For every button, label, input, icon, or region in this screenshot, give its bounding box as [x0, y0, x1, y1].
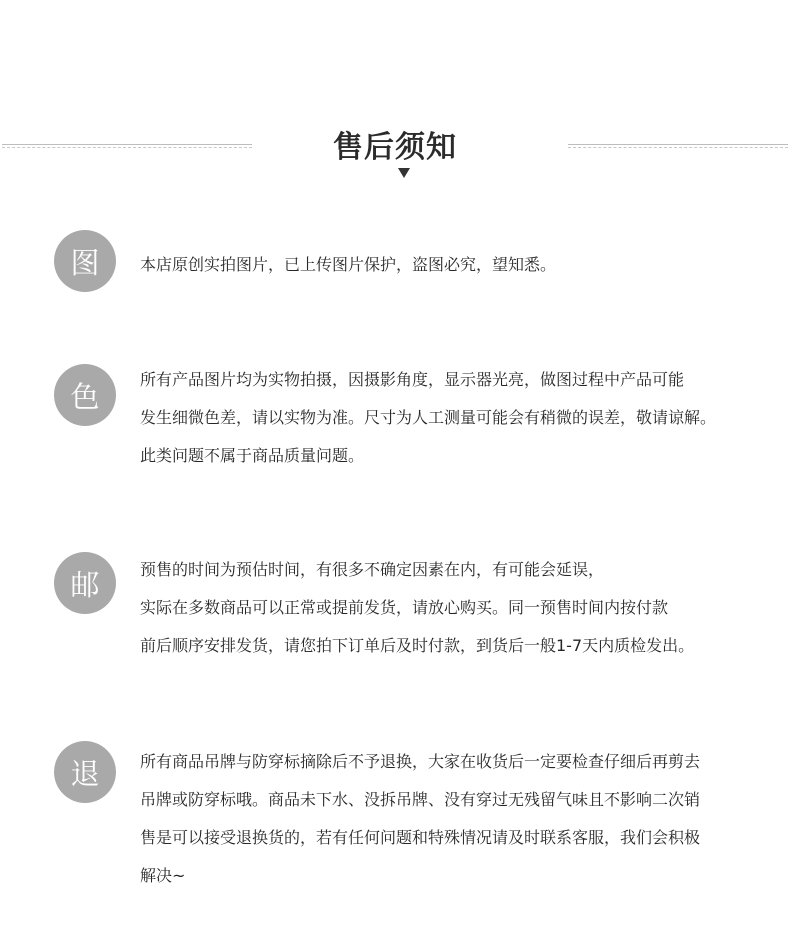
- notice-line: 实际在多数商品可以正常或提前发货，请放心购买。同一预售时间内按付款: [140, 598, 669, 617]
- notice-line: 所有产品图片均为实物拍摄，因摄影角度，显示器光亮，做图过程中产品可能: [140, 370, 685, 389]
- notice-line: 所有商品吊牌与防穿标摘除后不予退换，大家在收货后一定要检查仔细后再剪去: [140, 752, 701, 771]
- notice-line: 本店原创实拍图片，已上传图片保护，盗图必究，望知悉。: [140, 255, 557, 274]
- badge-color: 色: [54, 364, 116, 426]
- header-divider-right: [568, 144, 788, 145]
- badge-image: 图: [54, 230, 116, 292]
- badge-shipping: 邮: [54, 552, 116, 614]
- notice-line: 预售的时间为预估时间，有很多不确定因素在内，有可能会延误，: [140, 560, 605, 579]
- notice-line: 吊牌或防穿标哦。商品未下水、没拆吊牌、没有穿过无残留气味且不影响二次销: [140, 790, 701, 809]
- notice-line: 此类问题不属于商品质量问题。: [140, 446, 365, 465]
- down-arrow-icon: [398, 168, 410, 178]
- notice-line: 解决~: [140, 866, 186, 885]
- notice-line: 售是可以接受退换货的，若有任何问题和特殊情况请及时联系客服，我们会积极: [140, 828, 701, 847]
- page-title: 售后须知: [333, 130, 457, 165]
- badge-return: 退: [54, 741, 116, 803]
- notice-line: 前后顺序安排发货，请您拍下订单后及时付款，到货后一般1-7天内质检发出。: [140, 636, 695, 655]
- notice-line: 发生细微色差，请以实物为准。尺寸为人工测量可能会有稍微的误差，敬请谅解。: [140, 408, 717, 427]
